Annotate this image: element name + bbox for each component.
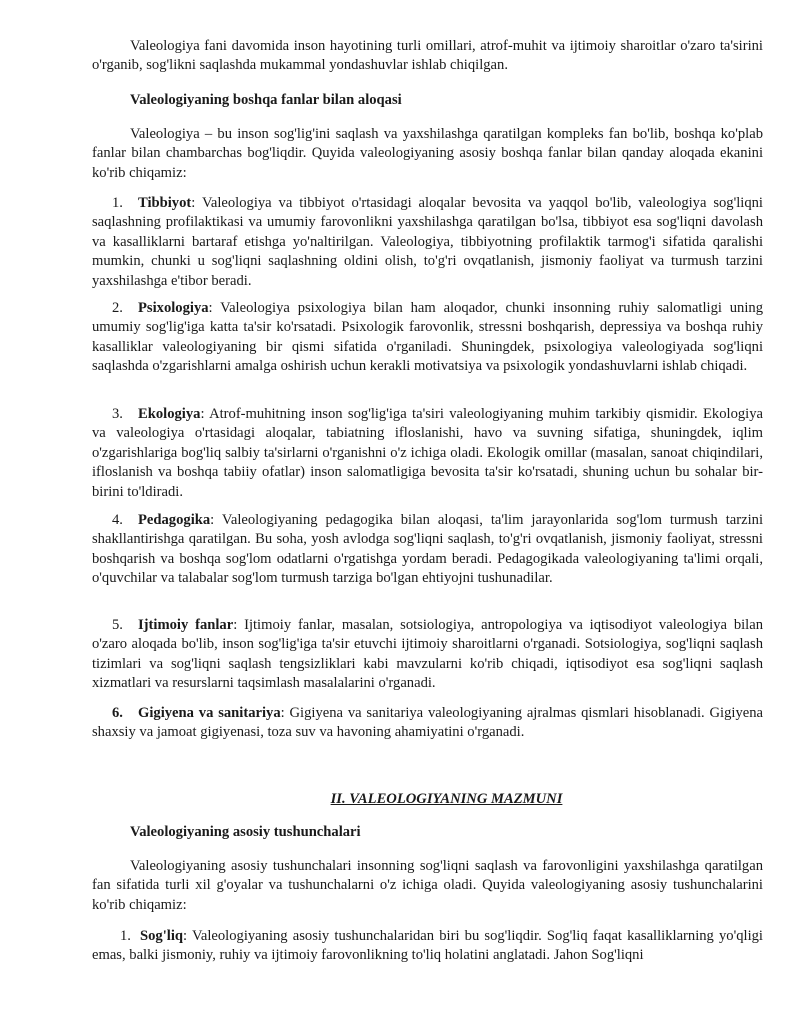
list-item-title: Ijtimoiy fanlar xyxy=(138,617,234,633)
section2-title: II. VALEOLOGIYANING MAZMUNI xyxy=(330,791,563,807)
concept-item-title: Sog'liq xyxy=(140,928,183,944)
list-item-text: : Valeologiya va tibbiyot o'rtasidagi aloqalar bevosita va yaqqol bo'lib, valeologiya sog'liqni saqlashning profilaktikasi va umumiy farovonlikni yaxshilashga qaratilgan bo'lsa, tibbiyot esa sog'liqni davolash va kasalliklarni bartaraf etishga yo'naltirilgan. Valeologiya, tibbiyotning profilaktik tarmog'i sifatida qaralishi mumkin, chunki u sog'liqni saqlashning oldini olish, to'g'ri ovqatlanish, jismoniy faoliyat va turmush tarzini yaxshilashga e'tibor beradi. xyxy=(92,195,763,289)
list-item-title: Ekologiya xyxy=(138,406,201,422)
list-item-title: Gigiyena va sanitariya xyxy=(138,705,281,721)
section1-heading: Valeologiyaning boshqa fanlar bilan aloqasi xyxy=(130,92,402,108)
list-item-number: 4. xyxy=(112,512,123,528)
list-item-text: : Valeologiyaning pedagogika bilan aloqasi, ta'lim jarayonlarida sog'lom turmush tarzini shakllantirishga qaratilgan. Bu soha, yosh avlodga sog'liqni saqlash, to'g'ri ovqatlanish, jismoniy faoliyat, stressni boshqarish va boshqa sog'lom odatlarni o'rgatishga yordam beradi. Pedagogikada valeologiyaning ta'limi orqali, o'quvchilar va talabalar sog'lom turmush tarziga bo'lgan ehtiyojni tushunadilar. xyxy=(92,512,763,587)
list-item xyxy=(92,704,763,743)
concept-item xyxy=(92,927,763,966)
list-item-number: 1. xyxy=(112,195,123,211)
list-item-number: 3. xyxy=(112,406,123,422)
intro-paragraph: Valeologiya fani davomida inson hayotining turli omillari, atrof-muhit va ijtimoiy sharoitlar o'zaro ta'sirini o'rganib, sog'likni saqlashda mukammal yondashuvlar ishlab chiqilgan. xyxy=(92,38,763,74)
list-item-title: Tibbiyot xyxy=(138,195,192,211)
list-item-text: : Atrof-muhitning inson sog'lig'iga ta'siri valeologiyaning muhim tarkibiy qismidir. Ekologiya va valeologiya o'rtasidagi aloqalar, tabiatning ifloslanishi, havo va suvning sifatiga, shuningdek, iqlim o'zgarishlariga bog'liq salbiy ta'sirlarni o'rganishni o'z ichiga oladi. Ekologik omillar (masalan, sanoat chiqindilari, ifloslanish va boshqa tabiiy ofatlar) inson salomatligiga bevosita ta'sir ko'rsatadi, shuning uchun bu sohalar bir-birini to'ldiradi. xyxy=(92,406,763,500)
list-item-text: : Ijtimoiy fanlar, masalan, sotsiologiya, antropologiya va iqtisodiyot valeologiya bilan o'zaro aloqada bo'lib, inson sog'lig'iga ta'sir etuvchi ijtimoiy sharoitlarni o'rganadi. Sotsiologiya, sog'liqni saqlash tizimlari va sog'liqni saqlash tengsizliklari kabi mavzularni ko'rib chiqadi, iqtisodiyot esa sog'liqni saqlash xizmatlari va resurslarni taqsimlash masalalarini o'rganadi. xyxy=(92,617,764,692)
list-item xyxy=(92,511,763,589)
list-item-title: Pedagogika xyxy=(138,512,211,528)
list-item-title: Psixologiya xyxy=(138,300,209,316)
section2-intro: Valeologiyaning asosiy tushunchalari insonning sog'liqni saqlash va farovonligini yaxshilashga qaratilgan fan sifatida turli xil g'oyalar va tushunchalarni o'z ichiga oladi. Quyida valeologiyaning asosiy tushunchalarini ko'rib chiqamiz: xyxy=(92,858,763,913)
list-item xyxy=(92,616,763,694)
list-item-number: 6. xyxy=(112,705,123,721)
list-item-number: 2. xyxy=(112,300,123,316)
list-item xyxy=(92,194,763,291)
list-item-text: : Valeologiya psixologiya bilan ham aloqador, chunki insonning ruhiy salomatligi uning umumiy sog'lig'iga katta ta'sir ko'rsatadi. Psixologik farovonlik, stressni boshqarish, depressiya va boshqa ruhiy kasalliklar valeologiyaning bir qismi sifatida o'rganiladi. Shuningdek, psixologiya valeologiyada sog'liqni saqlashda o'zgarishlarni amalga oshirish uchun kerakli motivatsiya va psixologik yondashuvlarni ishlab chiqadi. xyxy=(92,300,763,375)
list-item xyxy=(92,299,763,377)
section1-intro: Valeologiya – bu inson sog'lig'ini saqlash va yaxshilashga qaratilgan kompleks fan bo'lib, boshqa ko'plab fanlar bilan chambarchas bog'liqdir. Quyida valeologiyaning asosiy boshqa fanlar bilan qanday aloqada ekanini ko'rib chiqamiz: xyxy=(92,126,763,181)
list-item-number: 5. xyxy=(112,617,123,633)
concept-item-text: : Valeologiyaning asosiy tushunchalaridan biri bu sog'liqdir. Sog'liq faqat kasalliklarning yo'qligi emas, balki jismoniy, ruhiy va ijtimoiy farovonlikning to'liq holatini anglatadi. Jahon Sog'liqni xyxy=(92,928,763,964)
list-item xyxy=(92,405,763,502)
section2-heading: Valeologiyaning asosiy tushunchalari xyxy=(130,824,361,840)
concept-item-number: 1. xyxy=(120,928,131,944)
list-item-text: : Gigiyena va sanitariya valeologiyaning ajralmas qismlari hisoblanadi. Gigiyena shaxsiy va jamoat gigiyenasi, toza suv va havoning ahamiyatini o'rganadi. xyxy=(92,705,764,741)
